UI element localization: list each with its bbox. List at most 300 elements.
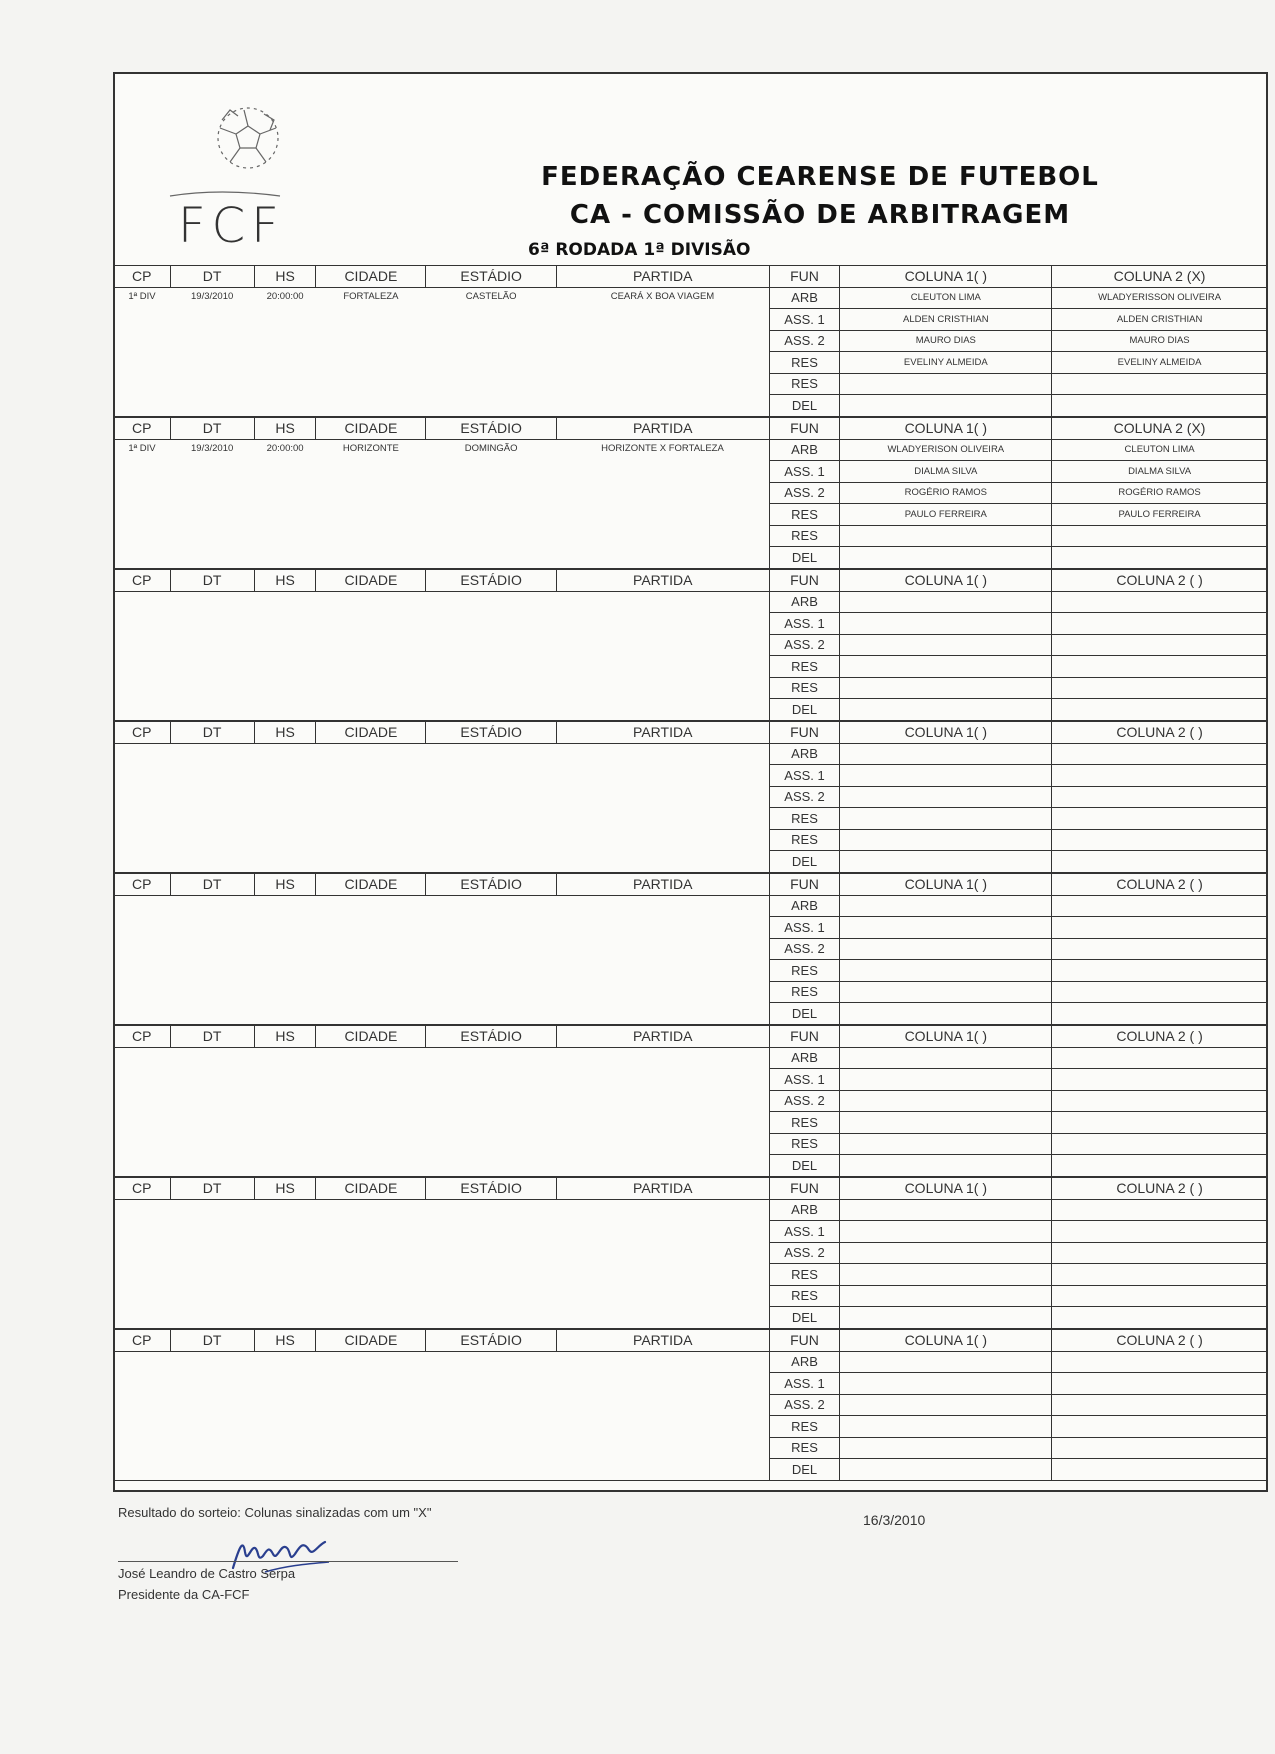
coluna-1-official xyxy=(840,656,1052,678)
coluna-1-official xyxy=(840,1112,1052,1134)
coluna-2-official xyxy=(1052,634,1268,656)
coluna-2-official xyxy=(1052,1459,1268,1481)
match-city-cell xyxy=(316,1199,426,1328)
coluna-2-official: ALDEN CRISTHIAN xyxy=(1052,309,1268,331)
match-fixture-cell xyxy=(556,439,769,568)
role-label: ARB xyxy=(769,743,840,765)
coluna-1-official xyxy=(840,1459,1052,1481)
match-cp: 1ª DIV xyxy=(128,290,156,302)
coluna-1-official xyxy=(840,373,1052,395)
coluna-2-official xyxy=(1052,1416,1268,1438)
role-label: ARB xyxy=(769,1351,840,1373)
match-cp-cell xyxy=(114,1351,171,1480)
coluna-2-official xyxy=(1052,1090,1268,1112)
match-city-cell xyxy=(316,439,426,568)
cidade-header: CIDADE xyxy=(316,570,426,592)
coluna-2-official xyxy=(1052,591,1268,613)
federation-title: FEDERAÇÃO CEARENSE DE FUTEBOL xyxy=(541,162,1099,192)
coluna-1-official xyxy=(840,1242,1052,1264)
coluna-1-official xyxy=(840,1373,1052,1395)
draw-result-note: Resultado do sorteio: Colunas sinalizadas com um "X" xyxy=(118,1505,432,1520)
match-cp-cell xyxy=(114,287,171,416)
match-stadium-cell xyxy=(426,1199,557,1328)
match-stadium-cell xyxy=(426,743,557,872)
coluna-1-official xyxy=(840,677,1052,699)
coluna-1-official xyxy=(840,1307,1052,1329)
role-label: RES xyxy=(769,504,840,526)
match-city-cell xyxy=(316,895,426,1024)
coluna-2-official: PAULO FERREIRA xyxy=(1052,504,1268,526)
fun-header: FUN xyxy=(769,1330,840,1352)
coluna-2-official xyxy=(1052,1069,1268,1091)
role-label: ASS. 1 xyxy=(769,309,840,331)
match-city: FORTALEZA xyxy=(343,290,399,302)
coluna-1-header: COLUNA 1( ) xyxy=(840,1330,1052,1352)
coluna-2-header: COLUNA 2 ( ) xyxy=(1052,874,1268,896)
coluna-2-official xyxy=(1052,1351,1268,1373)
match-date-cell xyxy=(170,439,254,568)
coluna-2-header: COLUNA 2 ( ) xyxy=(1052,570,1268,592)
hs-header: HS xyxy=(254,1178,316,1200)
match-fixture-cell xyxy=(556,743,769,872)
match-cp-cell xyxy=(114,895,171,1024)
match-fixture-cell xyxy=(556,1047,769,1176)
fun-header: FUN xyxy=(769,722,840,744)
match-date: 19/3/2010 xyxy=(191,290,234,302)
match-fixture-cell xyxy=(556,1351,769,1480)
coluna-1-official xyxy=(840,1155,1052,1177)
match-block xyxy=(113,873,1268,1025)
cidade-header: CIDADE xyxy=(316,1330,426,1352)
match-time-cell xyxy=(254,1047,316,1176)
coluna-1-official xyxy=(840,547,1052,569)
coluna-1-official: ROGÉRIO RAMOS xyxy=(840,482,1052,504)
role-label: DEL xyxy=(769,1307,840,1329)
coluna-1-official xyxy=(840,829,1052,851)
partida-header: PARTIDA xyxy=(556,1178,769,1200)
coluna-1-header: COLUNA 1( ) xyxy=(840,570,1052,592)
coluna-2-official xyxy=(1052,656,1268,678)
dt-header: DT xyxy=(170,1330,254,1352)
role-label: ARB xyxy=(769,591,840,613)
match-cp-cell xyxy=(114,1047,171,1176)
role-label: RES xyxy=(769,677,840,699)
coluna-1-official xyxy=(840,917,1052,939)
fun-header: FUN xyxy=(769,266,840,288)
dt-header: DT xyxy=(170,266,254,288)
match-city: HORIZONTE xyxy=(342,442,399,454)
coluna-2-header: COLUNA 2 ( ) xyxy=(1052,1330,1268,1352)
role-label: ARB xyxy=(769,287,840,309)
coluna-1-official xyxy=(840,1069,1052,1091)
role-row xyxy=(114,591,1268,613)
dt-header: DT xyxy=(170,1178,254,1200)
estadio-header: ESTÁDIO xyxy=(426,418,557,440)
coluna-1-official xyxy=(840,395,1052,417)
role-row xyxy=(114,287,1268,309)
match-block xyxy=(113,1025,1268,1177)
block-header-row xyxy=(114,1178,1268,1200)
match-fixture-cell xyxy=(556,287,769,416)
dt-header: DT xyxy=(170,722,254,744)
coluna-1-official xyxy=(840,1090,1052,1112)
role-label: RES xyxy=(769,960,840,982)
match-city-cell xyxy=(316,591,426,720)
coluna-1-official xyxy=(840,786,1052,808)
coluna-2-official xyxy=(1052,1155,1268,1177)
cp-header: CP xyxy=(114,1026,171,1048)
match-block xyxy=(113,1329,1268,1481)
logo-text: FCF xyxy=(178,198,285,254)
coluna-2-official xyxy=(1052,547,1268,569)
match-cp-cell xyxy=(114,1199,171,1328)
cidade-header: CIDADE xyxy=(316,1026,426,1048)
role-label: DEL xyxy=(769,547,840,569)
role-label: RES xyxy=(769,656,840,678)
block-header-row xyxy=(114,266,1268,288)
hs-header: HS xyxy=(254,1026,316,1048)
role-label: RES xyxy=(769,1264,840,1286)
coluna-1-header: COLUNA 1( ) xyxy=(840,1026,1052,1048)
match-stadium: DOMINGÃO xyxy=(464,442,518,454)
cidade-header: CIDADE xyxy=(316,874,426,896)
partida-header: PARTIDA xyxy=(556,418,769,440)
hs-header: HS xyxy=(254,1330,316,1352)
coluna-1-official xyxy=(840,938,1052,960)
coluna-1-official xyxy=(840,1047,1052,1069)
match-fixture: CEARÁ X BOA VIAGEM xyxy=(610,290,715,302)
block-header-row xyxy=(114,418,1268,440)
role-label: DEL xyxy=(769,1003,840,1025)
coluna-2-official xyxy=(1052,786,1268,808)
match-city-cell xyxy=(316,287,426,416)
role-label: RES xyxy=(769,1133,840,1155)
role-row xyxy=(114,1199,1268,1221)
coluna-2-official xyxy=(1052,981,1268,1003)
estadio-header: ESTÁDIO xyxy=(426,1330,557,1352)
match-time-cell xyxy=(254,591,316,720)
role-label: ASS. 2 xyxy=(769,1242,840,1264)
signature-line xyxy=(118,1561,458,1562)
role-label: RES xyxy=(769,1112,840,1134)
match-time-cell xyxy=(254,1351,316,1480)
match-time-cell xyxy=(254,743,316,872)
coluna-1-official xyxy=(840,743,1052,765)
role-label: ASS. 2 xyxy=(769,1090,840,1112)
match-fixture-cell xyxy=(556,591,769,720)
role-label: ASS. 2 xyxy=(769,938,840,960)
match-time-cell xyxy=(254,287,316,416)
role-label: RES xyxy=(769,525,840,547)
round-subtitle: 6ª RODADA 1ª DIVISÃO xyxy=(528,240,751,260)
match-city-cell xyxy=(316,1047,426,1176)
dt-header: DT xyxy=(170,418,254,440)
role-label: DEL xyxy=(769,699,840,721)
role-label: ASS. 1 xyxy=(769,917,840,939)
match-date-cell xyxy=(170,1047,254,1176)
role-label: ASS. 1 xyxy=(769,461,840,483)
block-header-row xyxy=(114,1330,1268,1352)
coluna-2-official xyxy=(1052,373,1268,395)
block-header-row xyxy=(114,722,1268,744)
coluna-1-header: COLUNA 1( ) xyxy=(840,874,1052,896)
role-label: ARB xyxy=(769,1047,840,1069)
coluna-2-official: WLADYERISSON OLIVEIRA xyxy=(1052,287,1268,309)
coluna-1-official: PAULO FERREIRA xyxy=(840,504,1052,526)
coluna-2-official: CLEUTON LIMA xyxy=(1052,439,1268,461)
coluna-1-official xyxy=(840,1264,1052,1286)
coluna-2-official xyxy=(1052,960,1268,982)
role-label: ARB xyxy=(769,895,840,917)
coluna-1-official xyxy=(840,634,1052,656)
match-fixture-cell xyxy=(556,895,769,1024)
coluna-1-official xyxy=(840,1351,1052,1373)
match-stadium-cell xyxy=(426,439,557,568)
match-date-cell xyxy=(170,895,254,1024)
match-city-cell xyxy=(316,1351,426,1480)
role-label: ARB xyxy=(769,439,840,461)
match-stadium-cell xyxy=(426,591,557,720)
coluna-2-header: COLUNA 2 ( ) xyxy=(1052,1178,1268,1200)
coluna-2-official: ROGÉRIO RAMOS xyxy=(1052,482,1268,504)
role-row xyxy=(114,895,1268,917)
role-label: RES xyxy=(769,1437,840,1459)
match-cp-cell xyxy=(114,591,171,720)
partida-header: PARTIDA xyxy=(556,1026,769,1048)
coluna-1-official: WLADYERISON OLIVEIRA xyxy=(840,439,1052,461)
partida-header: PARTIDA xyxy=(556,874,769,896)
coluna-1-official xyxy=(840,1394,1052,1416)
cidade-header: CIDADE xyxy=(316,1178,426,1200)
coluna-1-official: EVELINY ALMEIDA xyxy=(840,352,1052,374)
coluna-2-official xyxy=(1052,1221,1268,1243)
role-label: RES xyxy=(769,808,840,830)
hs-header: HS xyxy=(254,722,316,744)
match-block xyxy=(113,569,1268,721)
coluna-1-official xyxy=(840,1437,1052,1459)
match-date-cell xyxy=(170,287,254,416)
match-date: 19/3/2010 xyxy=(191,442,234,454)
coluna-2-official xyxy=(1052,1437,1268,1459)
hs-header: HS xyxy=(254,874,316,896)
coluna-1-header: COLUNA 1( ) xyxy=(840,266,1052,288)
role-row xyxy=(114,1047,1268,1069)
coluna-1-official xyxy=(840,981,1052,1003)
role-label: ASS. 2 xyxy=(769,1394,840,1416)
coluna-1-official xyxy=(840,851,1052,873)
dt-header: DT xyxy=(170,570,254,592)
coluna-1-official xyxy=(840,1221,1052,1243)
coluna-2-official xyxy=(1052,1394,1268,1416)
coluna-2-official xyxy=(1052,677,1268,699)
match-block xyxy=(113,1177,1268,1329)
role-label: ASS. 1 xyxy=(769,613,840,635)
document-date: 16/3/2010 xyxy=(863,1512,926,1528)
match-city-cell xyxy=(316,743,426,872)
coluna-2-official xyxy=(1052,938,1268,960)
coluna-1-official xyxy=(840,808,1052,830)
coluna-2-official xyxy=(1052,1264,1268,1286)
role-label: ASS. 1 xyxy=(769,1069,840,1091)
coluna-2-official xyxy=(1052,808,1268,830)
coluna-2-header: COLUNA 2 (X) xyxy=(1052,266,1268,288)
role-label: RES xyxy=(769,1285,840,1307)
block-header-row xyxy=(114,874,1268,896)
coluna-2-official xyxy=(1052,765,1268,787)
match-block xyxy=(113,417,1268,569)
match-block xyxy=(113,721,1268,873)
dt-header: DT xyxy=(170,1026,254,1048)
coluna-2-official xyxy=(1052,829,1268,851)
coluna-2-official xyxy=(1052,1242,1268,1264)
match-date-cell xyxy=(170,591,254,720)
coluna-1-official xyxy=(840,613,1052,635)
match-stadium-cell xyxy=(426,895,557,1024)
cp-header: CP xyxy=(114,722,171,744)
coluna-2-official xyxy=(1052,851,1268,873)
coluna-1-header: COLUNA 1( ) xyxy=(840,418,1052,440)
coluna-2-official: DIALMA SILVA xyxy=(1052,461,1268,483)
estadio-header: ESTÁDIO xyxy=(426,1026,557,1048)
coluna-1-official: ALDEN CRISTHIAN xyxy=(840,309,1052,331)
coluna-1-official: DIALMA SILVA xyxy=(840,461,1052,483)
coluna-1-official xyxy=(840,1003,1052,1025)
block-header-row xyxy=(114,570,1268,592)
fun-header: FUN xyxy=(769,570,840,592)
role-label: ASS. 2 xyxy=(769,482,840,504)
estadio-header: ESTÁDIO xyxy=(426,570,557,592)
role-label: ASS. 2 xyxy=(769,634,840,656)
cidade-header: CIDADE xyxy=(316,266,426,288)
coluna-2-official xyxy=(1052,1133,1268,1155)
partida-header: PARTIDA xyxy=(556,570,769,592)
fun-header: FUN xyxy=(769,874,840,896)
role-label: ARB xyxy=(769,1199,840,1221)
cp-header: CP xyxy=(114,1330,171,1352)
match-fixture-cell xyxy=(556,1199,769,1328)
signer-name: José Leandro de Castro Serpa xyxy=(118,1566,296,1581)
coluna-1-official xyxy=(840,895,1052,917)
match-stadium-cell xyxy=(426,287,557,416)
role-label: RES xyxy=(769,352,840,374)
coluna-2-official xyxy=(1052,1285,1268,1307)
partida-header: PARTIDA xyxy=(556,722,769,744)
role-label: RES xyxy=(769,1416,840,1438)
role-label: ASS. 2 xyxy=(769,330,840,352)
coluna-2-header: COLUNA 2 ( ) xyxy=(1052,1026,1268,1048)
cidade-header: CIDADE xyxy=(316,722,426,744)
match-date-cell xyxy=(170,1351,254,1480)
role-label: DEL xyxy=(769,1459,840,1481)
cp-header: CP xyxy=(114,266,171,288)
role-row xyxy=(114,1351,1268,1373)
role-label: DEL xyxy=(769,851,840,873)
role-label: ASS. 1 xyxy=(769,765,840,787)
coluna-1-official: CLEUTON LIMA xyxy=(840,287,1052,309)
coluna-2-official xyxy=(1052,1003,1268,1025)
coluna-1-official xyxy=(840,765,1052,787)
estadio-header: ESTÁDIO xyxy=(426,1178,557,1200)
coluna-2-header: COLUNA 2 (X) xyxy=(1052,418,1268,440)
coluna-2-official: MAURO DIAS xyxy=(1052,330,1268,352)
signer-role: Presidente da CA-FCF xyxy=(118,1587,250,1602)
coluna-1-header: COLUNA 1( ) xyxy=(840,1178,1052,1200)
coluna-2-official xyxy=(1052,1373,1268,1395)
role-row xyxy=(114,439,1268,461)
match-time-cell xyxy=(254,439,316,568)
coluna-2-official xyxy=(1052,525,1268,547)
coluna-2-official xyxy=(1052,743,1268,765)
coluna-1-official xyxy=(840,1285,1052,1307)
coluna-1-official xyxy=(840,1416,1052,1438)
coluna-2-official xyxy=(1052,699,1268,721)
match-date-cell xyxy=(170,743,254,872)
cp-header: CP xyxy=(114,418,171,440)
coluna-1-official: MAURO DIAS xyxy=(840,330,1052,352)
cp-header: CP xyxy=(114,874,171,896)
role-label: RES xyxy=(769,373,840,395)
match-cp-cell xyxy=(114,743,171,872)
coluna-2-official xyxy=(1052,1047,1268,1069)
match-date-cell xyxy=(170,1199,254,1328)
coluna-2-official xyxy=(1052,895,1268,917)
hs-header: HS xyxy=(254,418,316,440)
commission-title: CA - COMISSÃO DE ARBITRAGEM xyxy=(569,200,1071,230)
match-block xyxy=(113,265,1268,417)
cidade-header: CIDADE xyxy=(316,418,426,440)
match-time-cell xyxy=(254,1199,316,1328)
match-fixture: HORIZONTE X FORTALEZA xyxy=(601,442,724,454)
fun-header: FUN xyxy=(769,1178,840,1200)
hs-header: HS xyxy=(254,570,316,592)
match-time: 20:00:00 xyxy=(266,442,304,454)
role-label: ASS. 1 xyxy=(769,1373,840,1395)
match-stadium-cell xyxy=(426,1351,557,1480)
hs-header: HS xyxy=(254,266,316,288)
coluna-2-official xyxy=(1052,1307,1268,1329)
cp-header: CP xyxy=(114,1178,171,1200)
fun-header: FUN xyxy=(769,418,840,440)
estadio-header: ESTÁDIO xyxy=(426,266,557,288)
match-time: 20:00:00 xyxy=(266,290,304,302)
role-label: DEL xyxy=(769,1155,840,1177)
partida-header: PARTIDA xyxy=(556,1330,769,1352)
match-time-cell xyxy=(254,895,316,1024)
coluna-1-official xyxy=(840,699,1052,721)
coluna-1-official xyxy=(840,1133,1052,1155)
estadio-header: ESTÁDIO xyxy=(426,722,557,744)
role-label: ASS. 2 xyxy=(769,786,840,808)
role-label: ASS. 1 xyxy=(769,1221,840,1243)
cp-header: CP xyxy=(114,570,171,592)
coluna-1-header: COLUNA 1( ) xyxy=(840,722,1052,744)
block-header-row xyxy=(114,1026,1268,1048)
role-row xyxy=(114,743,1268,765)
coluna-1-official xyxy=(840,591,1052,613)
match-stadium: CASTELÃO xyxy=(465,290,517,302)
match-cp: 1ª DIV xyxy=(128,442,156,454)
fun-header: FUN xyxy=(769,1026,840,1048)
coluna-1-official xyxy=(840,960,1052,982)
estadio-header: ESTÁDIO xyxy=(426,874,557,896)
coluna-1-official xyxy=(840,525,1052,547)
coluna-2-official xyxy=(1052,917,1268,939)
coluna-2-header: COLUNA 2 ( ) xyxy=(1052,722,1268,744)
role-label: RES xyxy=(769,829,840,851)
coluna-2-official: EVELINY ALMEIDA xyxy=(1052,352,1268,374)
coluna-2-official xyxy=(1052,395,1268,417)
coluna-1-official xyxy=(840,1199,1052,1221)
